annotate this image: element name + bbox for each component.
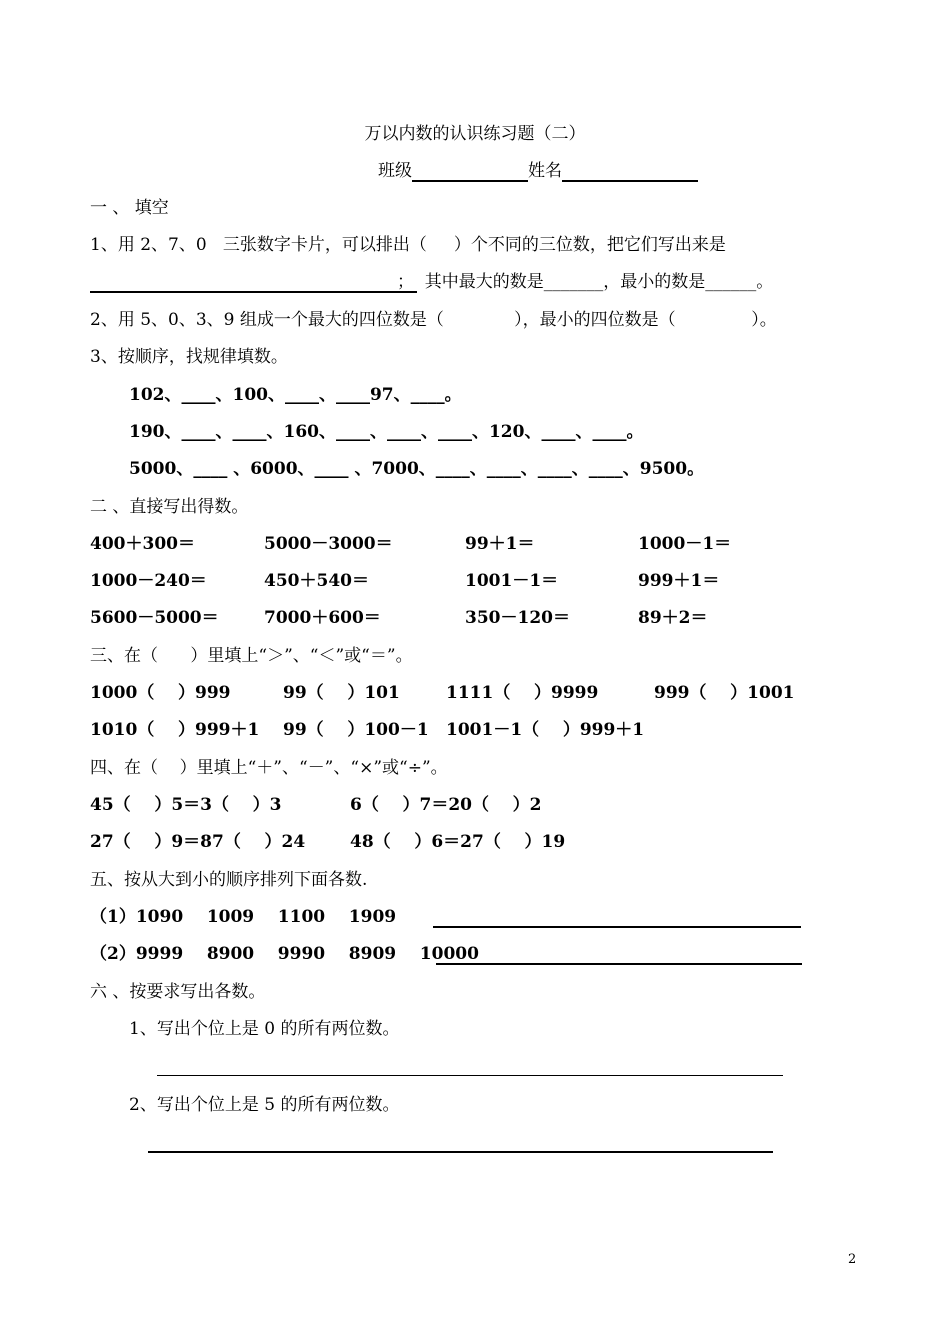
calc-item: 99＋1＝ [465, 534, 535, 554]
q1-answer-blank [90, 291, 417, 293]
class-label: 班级 [378, 161, 412, 181]
calc-item: 7000＋600＝ [264, 608, 381, 628]
compare-item: 999（ ）1001 [654, 683, 795, 703]
compare-item: 99（ ）100－1 [283, 720, 429, 740]
write-q2-answer-line [148, 1151, 773, 1153]
calc-item: 5600－5000＝ [90, 608, 219, 628]
q1-line-b: ； 其中最大的数是_______，最小的数是______。 [397, 272, 774, 292]
compare-item: 1111（ ）9999 [446, 683, 599, 703]
operator-item: 27（ ）9＝87（ ）24 [90, 832, 306, 852]
sequence-1: 102、____、100、____、____97、____。 [129, 385, 462, 405]
name-label: 姓名 [528, 161, 562, 181]
calc-item: 1000－240＝ [90, 571, 207, 591]
order-q1-answer-line [433, 926, 801, 928]
write-q1: 1、写出个位上是 0 的所有两位数。 [129, 1019, 400, 1039]
operator-item: 6（ ）7＝20（ ）2 [350, 795, 542, 815]
order-q1: （1）1090 1009 1100 1909 [90, 907, 397, 927]
section-5-heading: 五、按从大到小的顺序排列下面各数. [90, 870, 368, 890]
class-name-row [378, 160, 698, 182]
operator-item: 45（ ）5＝3（ ）3 [90, 795, 282, 815]
calc-item: 5000－3000＝ [264, 534, 393, 554]
q3-text: 3、按顺序，找规律填数。 [90, 347, 288, 367]
section-2-heading: 二 、直接写出得数。 [90, 497, 249, 517]
calc-item: 450＋540＝ [264, 571, 369, 591]
order-q2-answer-line [436, 963, 802, 965]
compare-item: 1010（ ）999＋1 [90, 720, 260, 740]
compare-item: 1000（ ）999 [90, 683, 231, 703]
class-blank [412, 162, 528, 182]
sequence-2: 190、____、____、160、____、____、____、120、____、____。 [129, 422, 644, 442]
calc-item: 1000－1＝ [638, 534, 732, 554]
q1-line-a: 1、用 2、7、0 三张数字卡片，可以排出（ ）个不同的三位数，把它们写出来是 [90, 235, 726, 255]
compare-item: 1001－1（ ）999＋1 [446, 720, 645, 740]
write-q2: 2、写出个位上是 5 的所有两位数。 [129, 1095, 400, 1115]
calc-item: 350－120＝ [465, 608, 570, 628]
q2-text: 2、用 5、0、3、9 组成一个最大的四位数是（ ），最小的四位数是（ ）。 [90, 310, 777, 330]
name-blank [562, 162, 698, 182]
page-number: 2 [848, 1252, 857, 1267]
calc-item: 999＋1＝ [638, 571, 720, 591]
section-6-heading: 六 、按要求写出各数。 [90, 982, 266, 1002]
calc-item: 1001－1＝ [465, 571, 559, 591]
sequence-3: 5000、____ 、6000、____ 、7000、____、____、____、____、9500。 [129, 459, 705, 479]
write-q1-answer-line [157, 1075, 783, 1076]
section-4-heading: 四、在（ ）里填上“＋”、“－”、“×”或“÷”。 [90, 758, 448, 778]
order-q2: （2）9999 8900 9990 8909 10000 [90, 944, 479, 964]
compare-item: 99（ ）101 [283, 683, 400, 703]
section-1-heading: 一 、 填空 [90, 198, 169, 218]
section-3-heading: 三、在（ ）里填上“＞”、“＜”或“＝”。 [90, 646, 413, 666]
calc-item: 89＋2＝ [638, 608, 708, 628]
operator-item: 48（ ）6＝27（ ）19 [350, 832, 566, 852]
calc-item: 400＋300＝ [90, 534, 195, 554]
page-title: 万以内数的认识练习题（二） [364, 124, 586, 144]
